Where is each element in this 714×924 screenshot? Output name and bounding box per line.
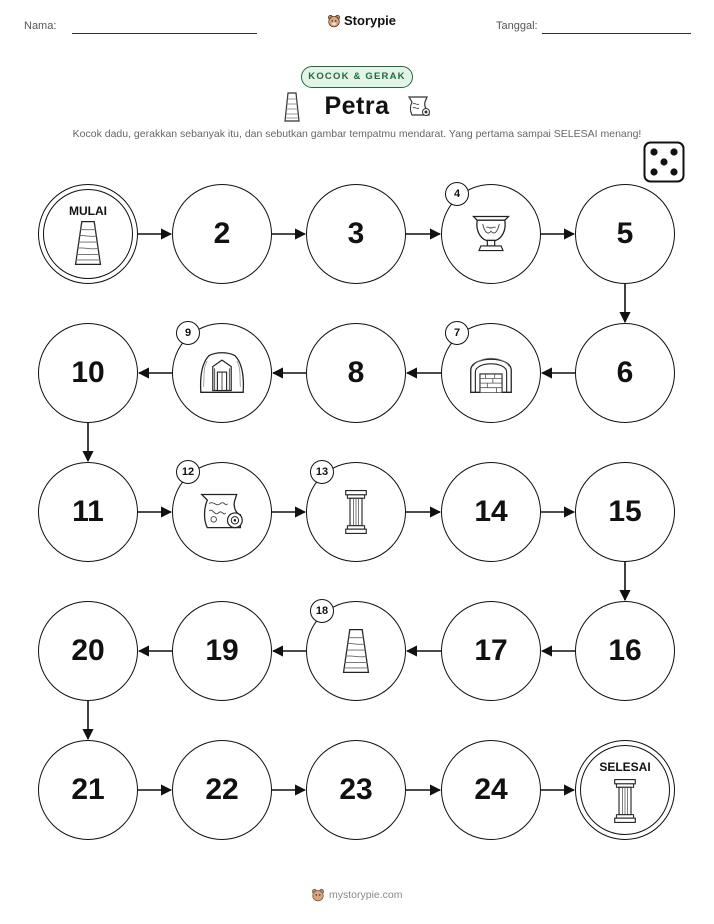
board-space-16[interactable] bbox=[575, 601, 675, 701]
space-number: 10 bbox=[71, 356, 105, 389]
space-number: 21 bbox=[71, 773, 105, 806]
board-space-13[interactable] bbox=[306, 462, 406, 562]
board-space-8[interactable] bbox=[306, 323, 406, 423]
start-label: MULAI bbox=[69, 204, 107, 218]
board-space-20[interactable] bbox=[38, 601, 138, 701]
space-number: 22 bbox=[205, 773, 239, 806]
board-space-24[interactable] bbox=[441, 740, 541, 840]
page-title: Petra bbox=[324, 92, 390, 120]
board-space-5[interactable] bbox=[575, 184, 675, 284]
board-space-12[interactable] bbox=[172, 462, 272, 562]
space-number: 3 bbox=[347, 217, 365, 250]
space-number: 23 bbox=[339, 773, 373, 806]
space-number-badge: 9 bbox=[176, 321, 200, 345]
start-space[interactable] bbox=[38, 184, 138, 284]
space-number: 20 bbox=[71, 634, 105, 667]
space-number: 2 bbox=[213, 217, 231, 250]
board-space-9[interactable] bbox=[172, 323, 272, 423]
board-space-2[interactable] bbox=[172, 184, 272, 284]
space-number-badge: 13 bbox=[310, 460, 334, 484]
board-space-23[interactable] bbox=[306, 740, 406, 840]
activity-badge: KOCOK & GERAK bbox=[301, 66, 413, 88]
board-space-18[interactable] bbox=[306, 601, 406, 701]
space-number: 19 bbox=[205, 634, 239, 667]
space-number: 8 bbox=[347, 356, 365, 389]
space-number-badge: 18 bbox=[310, 599, 334, 623]
space-number: 14 bbox=[474, 495, 508, 528]
board-space-6[interactable] bbox=[575, 323, 675, 423]
finish-label: SELESAI bbox=[599, 760, 651, 774]
space-number: 5 bbox=[616, 217, 634, 250]
space-number-badge: 12 bbox=[176, 460, 200, 484]
board-space-19[interactable] bbox=[172, 601, 272, 701]
board-space-14[interactable] bbox=[441, 462, 541, 562]
space-number: 6 bbox=[616, 356, 634, 389]
board-space-21[interactable] bbox=[38, 740, 138, 840]
brand-name: Storypie bbox=[344, 13, 397, 28]
space-number: 15 bbox=[608, 495, 642, 528]
board-space-7[interactable] bbox=[441, 323, 541, 423]
space-number-badge: 7 bbox=[445, 321, 469, 345]
bear-icon bbox=[311, 888, 325, 902]
finish-space[interactable] bbox=[575, 740, 675, 840]
board-space-22[interactable] bbox=[172, 740, 272, 840]
space-number: 17 bbox=[474, 634, 508, 667]
board-space-4[interactable] bbox=[441, 184, 541, 284]
board-space-10[interactable] bbox=[38, 323, 138, 423]
name-label: Nama: bbox=[24, 20, 57, 32]
space-number: 16 bbox=[608, 634, 642, 667]
date-label: Tanggal: bbox=[496, 20, 538, 32]
board-space-17[interactable] bbox=[441, 601, 541, 701]
board-space-3[interactable] bbox=[306, 184, 406, 284]
space-number: 11 bbox=[72, 495, 104, 528]
board-space-15[interactable] bbox=[575, 462, 675, 562]
space-number: 24 bbox=[474, 773, 508, 806]
footer bbox=[311, 888, 403, 902]
board-space-11[interactable] bbox=[38, 462, 138, 562]
footer-url[interactable]: mystorypie.com bbox=[329, 889, 403, 901]
space-number-badge: 4 bbox=[445, 182, 469, 206]
instructions: Kocok dadu, gerakkan sebanyak itu, dan sebutkan gambar tempatmu mendarat. Yang pertama sampai SELESAI menang! bbox=[72, 128, 642, 140]
